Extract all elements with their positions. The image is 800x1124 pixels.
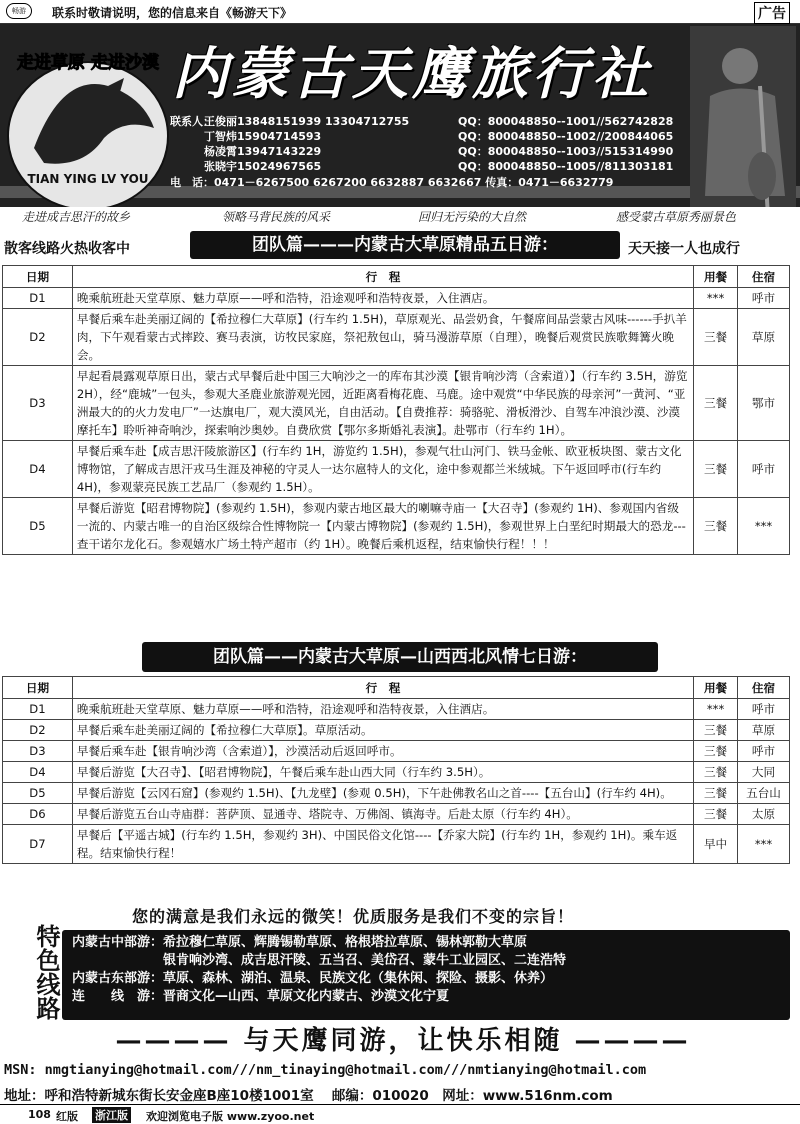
- page-number: 108: [28, 1108, 51, 1121]
- col-itinerary: 行 程: [72, 266, 693, 288]
- hotel-cell: 草原: [738, 309, 790, 366]
- meals-cell: 三餐: [694, 441, 738, 498]
- meals-cell: 三餐: [694, 783, 738, 804]
- phone-fax: 电 话：0471－6267500 6267200 6632887 6632667 传真：0471－6632779: [170, 176, 614, 189]
- table-row: [3, 762, 790, 783]
- slogan: 感受蒙古草原秀丽景色: [616, 210, 737, 224]
- route-line: 内蒙古东部游：草原、森林、湖泊、温泉、民族文化（集休闲、探险、摄影、休养）: [72, 971, 554, 986]
- col-hotel: 住宿: [738, 677, 790, 699]
- contact-person: 杨凌霄13947143229: [204, 145, 322, 158]
- route-line: 连 线 游：晋商文化—山西、草原文化内蒙古、沙漠文化宁夏: [72, 989, 450, 1004]
- tour2-title: 团队篇——内蒙古大草原—山西西北风情七日游：: [142, 642, 658, 672]
- logo-name: TIAN YING LV YOU: [27, 172, 149, 186]
- col-itinerary: 行 程: [72, 677, 693, 699]
- agency-name: 内蒙古天鹰旅行社: [172, 41, 652, 107]
- slogan: 走进成吉思汗的故乡: [22, 210, 131, 224]
- tour2-itinerary-table: [2, 676, 790, 864]
- slogan: 回归无污染的大自然: [418, 210, 527, 224]
- hotel-cell: 五台山: [738, 783, 790, 804]
- table-row: [3, 783, 790, 804]
- day-cell: D4: [3, 762, 73, 783]
- day-cell: D1: [3, 288, 73, 309]
- contact-person: 王俊丽13848151939 13304712755: [204, 115, 410, 128]
- hotel-cell: 鄂市: [738, 366, 790, 441]
- itinerary-cell: 早起看晨露观草原日出，蒙古式早餐后赴中国三大响沙之一的库布其沙漠【银肯响沙湾（含索道）】（行车约 3.5H，游览 2H），经“鹿城”一包头，参观大圣鹿业旅游观光园，近距离看梅花鹿、马鹿。途中观赏“中华民族的母亲河”一黄河、“亚洲最大的的火力发电厂”一达旗电厂，观大漠风光，自由活动。【自费推荐：骑骆驼、滑板滑沙、自驾车冲浪沙漠、沙漠摩托车】聆听神奇响沙，探索响沙奥妙。自费欣赏【鄂尔多斯婚礼表演】。赴鄂市（行车约 1H）。: [72, 366, 693, 441]
- msn-contacts: MSN: nmgtianying@hotmail.com///nm_tinaying@hotmail.com///nmtianying@hotmail.com: [4, 1062, 647, 1078]
- day-cell: D1: [3, 699, 73, 720]
- eagle-logo: [4, 28, 172, 212]
- contact-label: 联系人：: [170, 115, 214, 128]
- meals-cell: 三餐: [694, 309, 738, 366]
- table-row: [3, 804, 790, 825]
- meals-cell: 三餐: [694, 741, 738, 762]
- region-badge: 浙江版: [92, 1107, 131, 1123]
- qq-number: QQ：800048850--1003//515314990: [458, 145, 674, 158]
- col-date: 日期: [3, 266, 73, 288]
- publication-logo: 畅游: [6, 3, 32, 19]
- bottom-slogan: ———— 与天鹰同游，让快乐相随 ————: [115, 1026, 691, 1056]
- contact-person: 张晓宇15024967565: [204, 160, 322, 173]
- col-hotel: 住宿: [738, 266, 790, 288]
- day-cell: D5: [3, 783, 73, 804]
- day-cell: D3: [3, 741, 73, 762]
- page-footer: [0, 1104, 800, 1124]
- source-note: 联系时敬请说明，您的信息来自《畅游天下》: [52, 6, 293, 20]
- hotel-cell: 呼市: [738, 441, 790, 498]
- hot-lines-tag: 散客线路火热收客中: [4, 241, 130, 257]
- meals-cell: 三餐: [694, 498, 738, 555]
- route-line: 银肯响沙湾、成吉思汗陵、五当召、美岱召、蒙牛工业园区、二连浩特: [72, 953, 567, 968]
- address-line: 地址：呼和浩特新城东街长安金座B座10楼1001室 邮编：010020 网址：www.516nm.com: [4, 1088, 613, 1104]
- contact-person: 丁智炜15904714593: [204, 130, 322, 143]
- itinerary-cell: 晚乘航班赴天堂草原、魅力草原——呼和浩特，沿途观呼和浩特夜景，入住酒店。: [72, 699, 693, 720]
- tour1-title: 团队篇———内蒙古大草原精品五日游：: [190, 231, 620, 259]
- itinerary-cell: 早餐后游览【昭君博物院】(参观约 1.5H)，参观内蒙古地区最大的喇嘛寺庙一【大召寺】(参观约 1H)、参观国内省级一流的、内蒙古唯一的自治区级综合性博物院一【内蒙古博物院】(参观约 1.5H)，参观世界上白垩纪时期最大的恐龙---查干诺尔龙化石。参观嬉水广场土特产超市（约 1H）。晚餐后乘机返程，结束愉快行程！！！: [72, 498, 693, 555]
- hotel-cell: ***: [738, 498, 790, 555]
- col-date: 日期: [3, 677, 73, 699]
- meals-cell: ***: [694, 288, 738, 309]
- itinerary-cell: 早餐后乘车赴美丽辽阔的【希拉穆仁大草原】。草原活动。: [72, 720, 693, 741]
- slogan: 领略马背民族的风采: [222, 210, 331, 224]
- itinerary-cell: 早餐后游览【云冈石窟】(参观约 1.5H)、【九龙壁】(参观 0.5H)，下午赴佛教名山之首----【五台山】(行车约 4H)。: [72, 783, 693, 804]
- table-header-row: [3, 266, 790, 288]
- table-row: [3, 699, 790, 720]
- meals-cell: 早中: [694, 825, 738, 864]
- itinerary-cell: 早餐后乘车赴【成吉思汗陵旅游区】(行车约 1H，游览约 1.5H)，参观气壮山河门、铁马金帐、欧亚板块图、蒙古文化博物馆，了解成吉思汗戎马生涯及神秘的守灵人一达尔扈特人的文化，途中参观都兰米绒城。下午返回呼市(行车约 4H)，参观蒙亮民族工艺品厂（参观约 1.5H）。: [72, 441, 693, 498]
- special-routes-box: [62, 930, 790, 1020]
- hotel-cell: 呼市: [738, 699, 790, 720]
- table-row: [3, 498, 790, 555]
- table-row: [3, 441, 790, 498]
- day-cell: D6: [3, 804, 73, 825]
- itinerary-cell: 早餐后游览【大召寺】、【昭君博物院】，午餐后乘车赴山西大同（行车约 3.5H）。: [72, 762, 693, 783]
- meals-cell: 三餐: [694, 720, 738, 741]
- qq-number: QQ：800048850--1001//562742828: [458, 115, 674, 128]
- qq-number: QQ：800048850--1002//200844065: [458, 130, 674, 143]
- table-row: [3, 288, 790, 309]
- edition-label: 红版: [56, 1110, 78, 1123]
- day-cell: D3: [3, 366, 73, 441]
- col-meals: 用餐: [694, 677, 738, 699]
- col-meals: 用餐: [694, 266, 738, 288]
- meals-cell: 三餐: [694, 366, 738, 441]
- meals-cell: 三餐: [694, 804, 738, 825]
- hotel-cell: 呼市: [738, 741, 790, 762]
- table-row: [3, 366, 790, 441]
- table-row: [3, 720, 790, 741]
- table-row: [3, 309, 790, 366]
- ad-badge: 广告: [754, 2, 790, 24]
- logo-slogan: 走进草原 走进沙漠: [17, 53, 159, 73]
- service-motto: 您的满意是我们永远的微笑！优质服务是我们不变的宗旨！: [132, 907, 575, 926]
- tour1-itinerary-table: [2, 265, 790, 555]
- day-cell: D2: [3, 309, 73, 366]
- hotel-cell: 草原: [738, 720, 790, 741]
- table-row: [3, 741, 790, 762]
- meals-cell: ***: [694, 699, 738, 720]
- route-line: 内蒙古中部游：希拉穆仁草原、辉腾锡勒草原、格根塔拉草原、锡林郭勒大草原: [72, 935, 528, 950]
- hotel-cell: 太原: [738, 804, 790, 825]
- special-routes-label: 特色线路: [32, 924, 61, 1020]
- table-header-row: [3, 677, 790, 699]
- table-row: [3, 825, 790, 864]
- itinerary-cell: 早餐后游览五台山寺庙群：菩萨顶、显通寺、塔院寺、万佛阁、镇海寺。后赴太原（行车约 4H）。: [72, 804, 693, 825]
- website-note: 欢迎浏览电子版 www.zyoo.net: [146, 1110, 315, 1123]
- itinerary-cell: 早餐后乘车赴美丽辽阔的【希拉穆仁大草原】(行车约 1.5H)，草原观光、品尝奶食，午餐席间品尝蒙古风味------手扒羊肉，下午观看蒙古式摔跤、赛马表演，访牧民家庭，祭祀敖包山，骑马漫游草原（自理），晚餐后观赏民族歌舞篝火晚会。: [72, 309, 693, 366]
- meals-cell: 三餐: [694, 762, 738, 783]
- hotel-cell: ***: [738, 825, 790, 864]
- day-cell: D5: [3, 498, 73, 555]
- itinerary-cell: 早餐后乘车赴【银肯响沙湾（含索道）】，沙漠活动后返回呼市。: [72, 741, 693, 762]
- day-cell: D4: [3, 441, 73, 498]
- hotel-cell: 呼市: [738, 288, 790, 309]
- itinerary-cell: 早餐后【平遥古城】(行车约 1.5H，参观约 3H)、中国民俗文化馆----【乔家大院】(行车约 1H，参观约 1H)。乘车返程。结束愉快行程！: [72, 825, 693, 864]
- hotel-cell: 大同: [738, 762, 790, 783]
- itinerary-cell: 晚乘航班赴天堂草原、魅力草原——呼和浩特，沿途观呼和浩特夜景，入住酒店。: [72, 288, 693, 309]
- qq-number: QQ：800048850--1005//811303181: [458, 160, 674, 173]
- daily-departure-tag: 天天接一人也成行: [628, 241, 740, 257]
- day-cell: D2: [3, 720, 73, 741]
- musician-statue-image: [690, 26, 796, 220]
- day-cell: D7: [3, 825, 73, 864]
